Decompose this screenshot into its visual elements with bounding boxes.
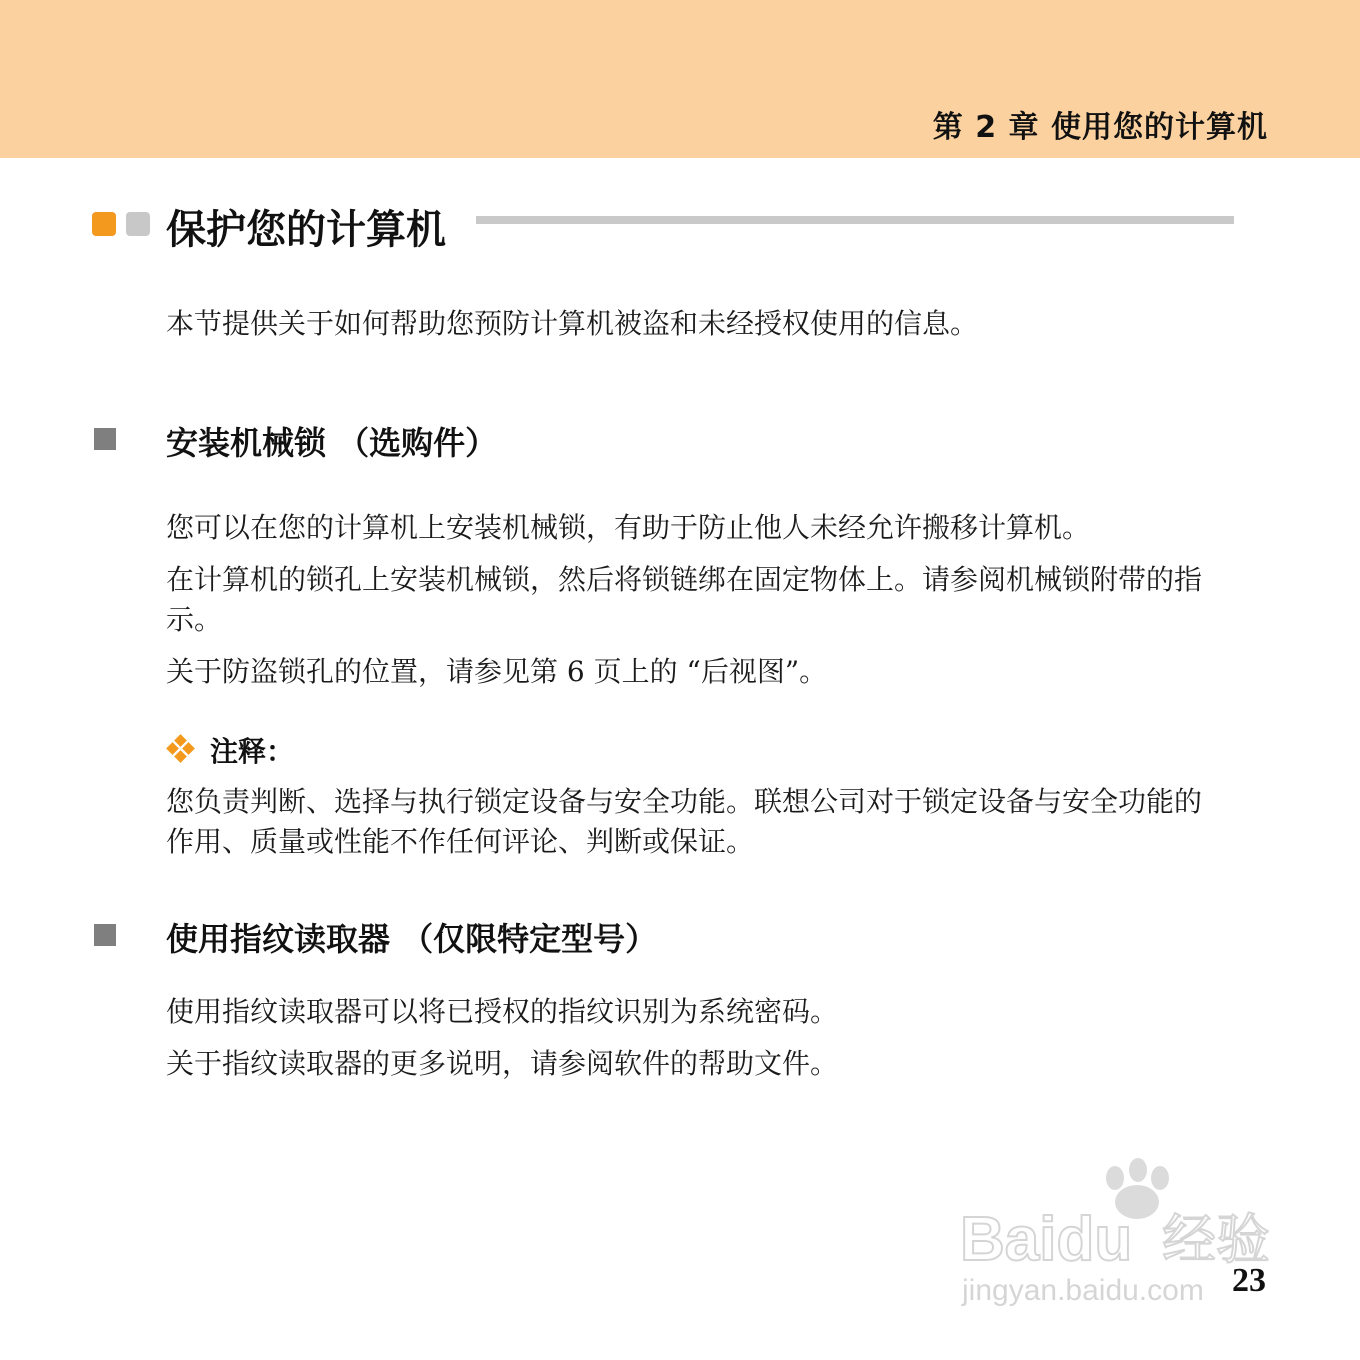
section-intro: 本节提供关于如何帮助您预防计算机被盗和未经授权使用的信息。 bbox=[166, 307, 979, 340]
watermark-url: jingyan.baidu.com bbox=[962, 1274, 1204, 1307]
gray-square-icon bbox=[126, 212, 150, 236]
fingerprint-subsection-title: 使用指纹读取器 （仅限特定型号） bbox=[166, 920, 658, 958]
fingerprint-paragraph-1: 使用指纹读取器可以将已授权的指纹识别为系统密码。 bbox=[166, 995, 839, 1028]
note-text: 您负责判断、选择与执行锁定设备与安全功能。联想公司对于锁定设备与安全功能的作用、质量或性能不作任何评论、判断或保证。 bbox=[166, 785, 1203, 858]
section-title: 保护您的计算机 bbox=[166, 207, 446, 253]
orange-square-icon bbox=[92, 212, 116, 236]
lock-paragraph-1: 您可以在您的计算机上安装机械锁，有助于防止他人未经允许搬移计算机。 bbox=[166, 511, 1091, 544]
chapter-header-band bbox=[0, 0, 1360, 158]
lock-paragraph-2: 在计算机的锁孔上安装机械锁，然后将锁链绑在固定物体上。请参阅机械锁附带的指示。 bbox=[166, 563, 1203, 636]
square-bullet-icon bbox=[94, 924, 116, 946]
note-label: 注释： bbox=[210, 735, 295, 768]
square-bullet-icon bbox=[94, 428, 116, 450]
lock-subsection-title: 安装机械锁 （选购件） bbox=[166, 424, 498, 462]
watermark-brand-cn: 经验 bbox=[1162, 1208, 1270, 1271]
chapter-title: 第 2 章 使用您的计算机 bbox=[932, 110, 1268, 145]
page-number: 23 bbox=[1232, 1262, 1266, 1299]
section-rule bbox=[476, 216, 1234, 224]
lock-paragraph-3: 关于防盗锁孔的位置，请参见第 6 页上的 “后视图”。 bbox=[166, 655, 828, 688]
section-heading bbox=[92, 196, 1234, 252]
diamond-bullet-icon bbox=[166, 734, 196, 764]
baidu-watermark-logo bbox=[940, 1150, 1280, 1310]
watermark-brand: Baidu bbox=[960, 1205, 1133, 1274]
fingerprint-paragraph-2: 关于指纹读取器的更多说明，请参阅软件的帮助文件。 bbox=[166, 1047, 839, 1080]
